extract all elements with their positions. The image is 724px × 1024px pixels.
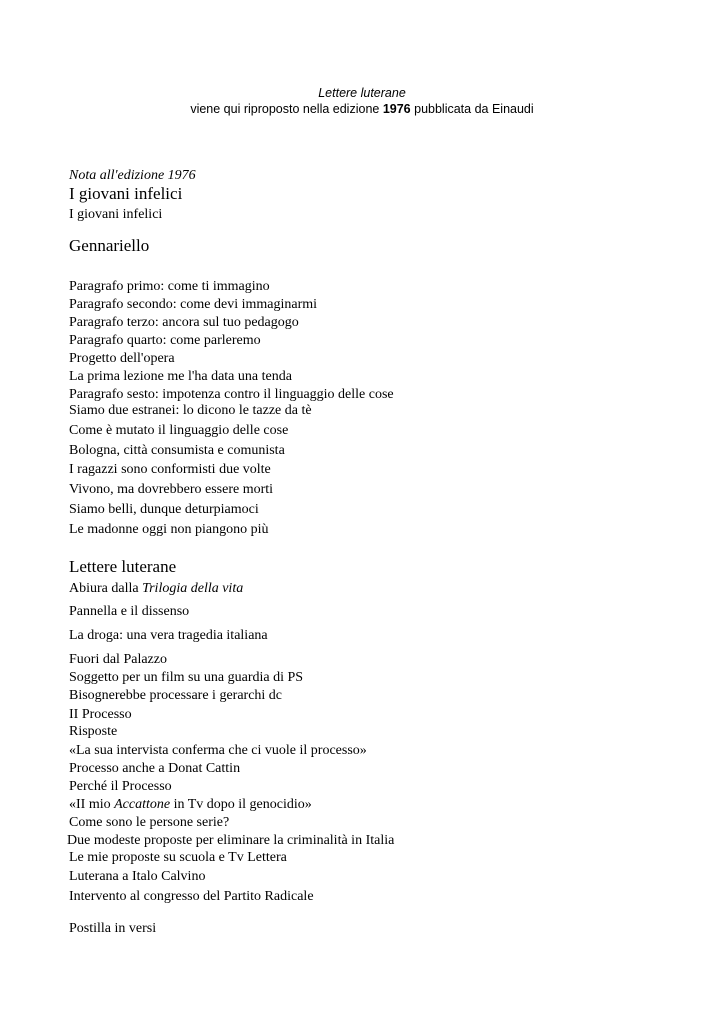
- toc-item: II Processo: [69, 707, 132, 722]
- toc-item: Paragrafo sesto: impotenza contro il linguaggio delle cose: [69, 387, 394, 402]
- toc-item: «La sua intervista conferma che ci vuole il processo»: [69, 743, 367, 758]
- subtitle-post: pubblicata da Einaudi: [410, 102, 534, 116]
- toc-item: Paragrafo quarto: come parleremo: [69, 333, 261, 348]
- toc-item: Processo anche a Donat Cattin: [69, 761, 241, 776]
- subtitle-year: 1976: [382, 102, 411, 116]
- edition-note: Nota all'edizione 1976: [69, 168, 196, 183]
- toc-item: Siamo belli, dunque deturpiamoci: [69, 502, 259, 517]
- document-subtitle: [0, 101, 724, 117]
- accattone-pre: «II mio: [69, 797, 115, 812]
- toc-item: I giovani infelici: [69, 207, 163, 222]
- toc-item-abiura: [69, 580, 243, 597]
- section-heading-giovani: I giovani infelici: [69, 184, 183, 203]
- toc-item: Soggetto per un film su una guardia di PS: [69, 670, 304, 685]
- toc-item: Perché il Processo: [69, 779, 172, 794]
- toc-item: Le madonne oggi non piangono più: [69, 522, 269, 537]
- toc-item: Come sono le persone serie?: [69, 815, 230, 830]
- toc-item: Progetto dell'opera: [69, 351, 175, 366]
- toc-item: La prima lezione me l'ha data una tenda: [69, 369, 292, 384]
- toc-item: Bisognerebbe processare i gerarchi dc: [69, 688, 283, 703]
- abiura-pre: Abiura dalla: [69, 581, 143, 596]
- toc-item: Le mie proposte su scuola e Tv Lettera: [69, 850, 287, 865]
- toc-item: Intervento al congresso del Partito Radicale: [69, 889, 314, 904]
- toc-item: Paragrafo terzo: ancora sul tuo pedagogo: [69, 315, 299, 330]
- toc-item: Vivono, ma dovrebbero essere morti: [69, 482, 274, 497]
- section-heading-lettere: Lettere luterane: [69, 557, 177, 576]
- toc-item: I ragazzi sono conformisti due volte: [69, 462, 271, 477]
- subtitle-pre: viene qui riproposto nella edizione: [190, 102, 383, 116]
- accattone-post: in Tv dopo il genocidio»: [170, 797, 312, 812]
- toc-item: Pannella e il dissenso: [69, 604, 190, 619]
- toc-item: Paragrafo primo: come ti immagino: [69, 279, 270, 294]
- toc-item: Come è mutato il linguaggio delle cose: [69, 423, 289, 438]
- toc-item: Risposte: [69, 724, 118, 739]
- toc-item: La droga: una vera tragedia italiana: [69, 628, 268, 643]
- toc-item-accattone: [69, 796, 312, 813]
- toc-item: Bologna, città consumista e comunista: [69, 443, 285, 458]
- abiura-italic: Trilogia della vita: [142, 581, 244, 596]
- section-heading-gennariello: Gennariello: [69, 236, 150, 255]
- toc-item: Fuori dal Palazzo: [69, 652, 167, 667]
- toc-item: Due modeste proposte per eliminare la criminalità in Italia: [67, 833, 395, 848]
- document-title: Lettere luterane: [318, 86, 406, 100]
- postilla: Postilla in versi: [69, 921, 157, 936]
- toc-item: Luterana a Italo Calvino: [69, 869, 206, 884]
- accattone-italic: Accattone: [114, 797, 171, 812]
- toc-item: Siamo due estranei: lo dicono le tazze da tè: [69, 403, 312, 418]
- toc-item: Paragrafo secondo: come devi immaginarmi: [69, 297, 318, 312]
